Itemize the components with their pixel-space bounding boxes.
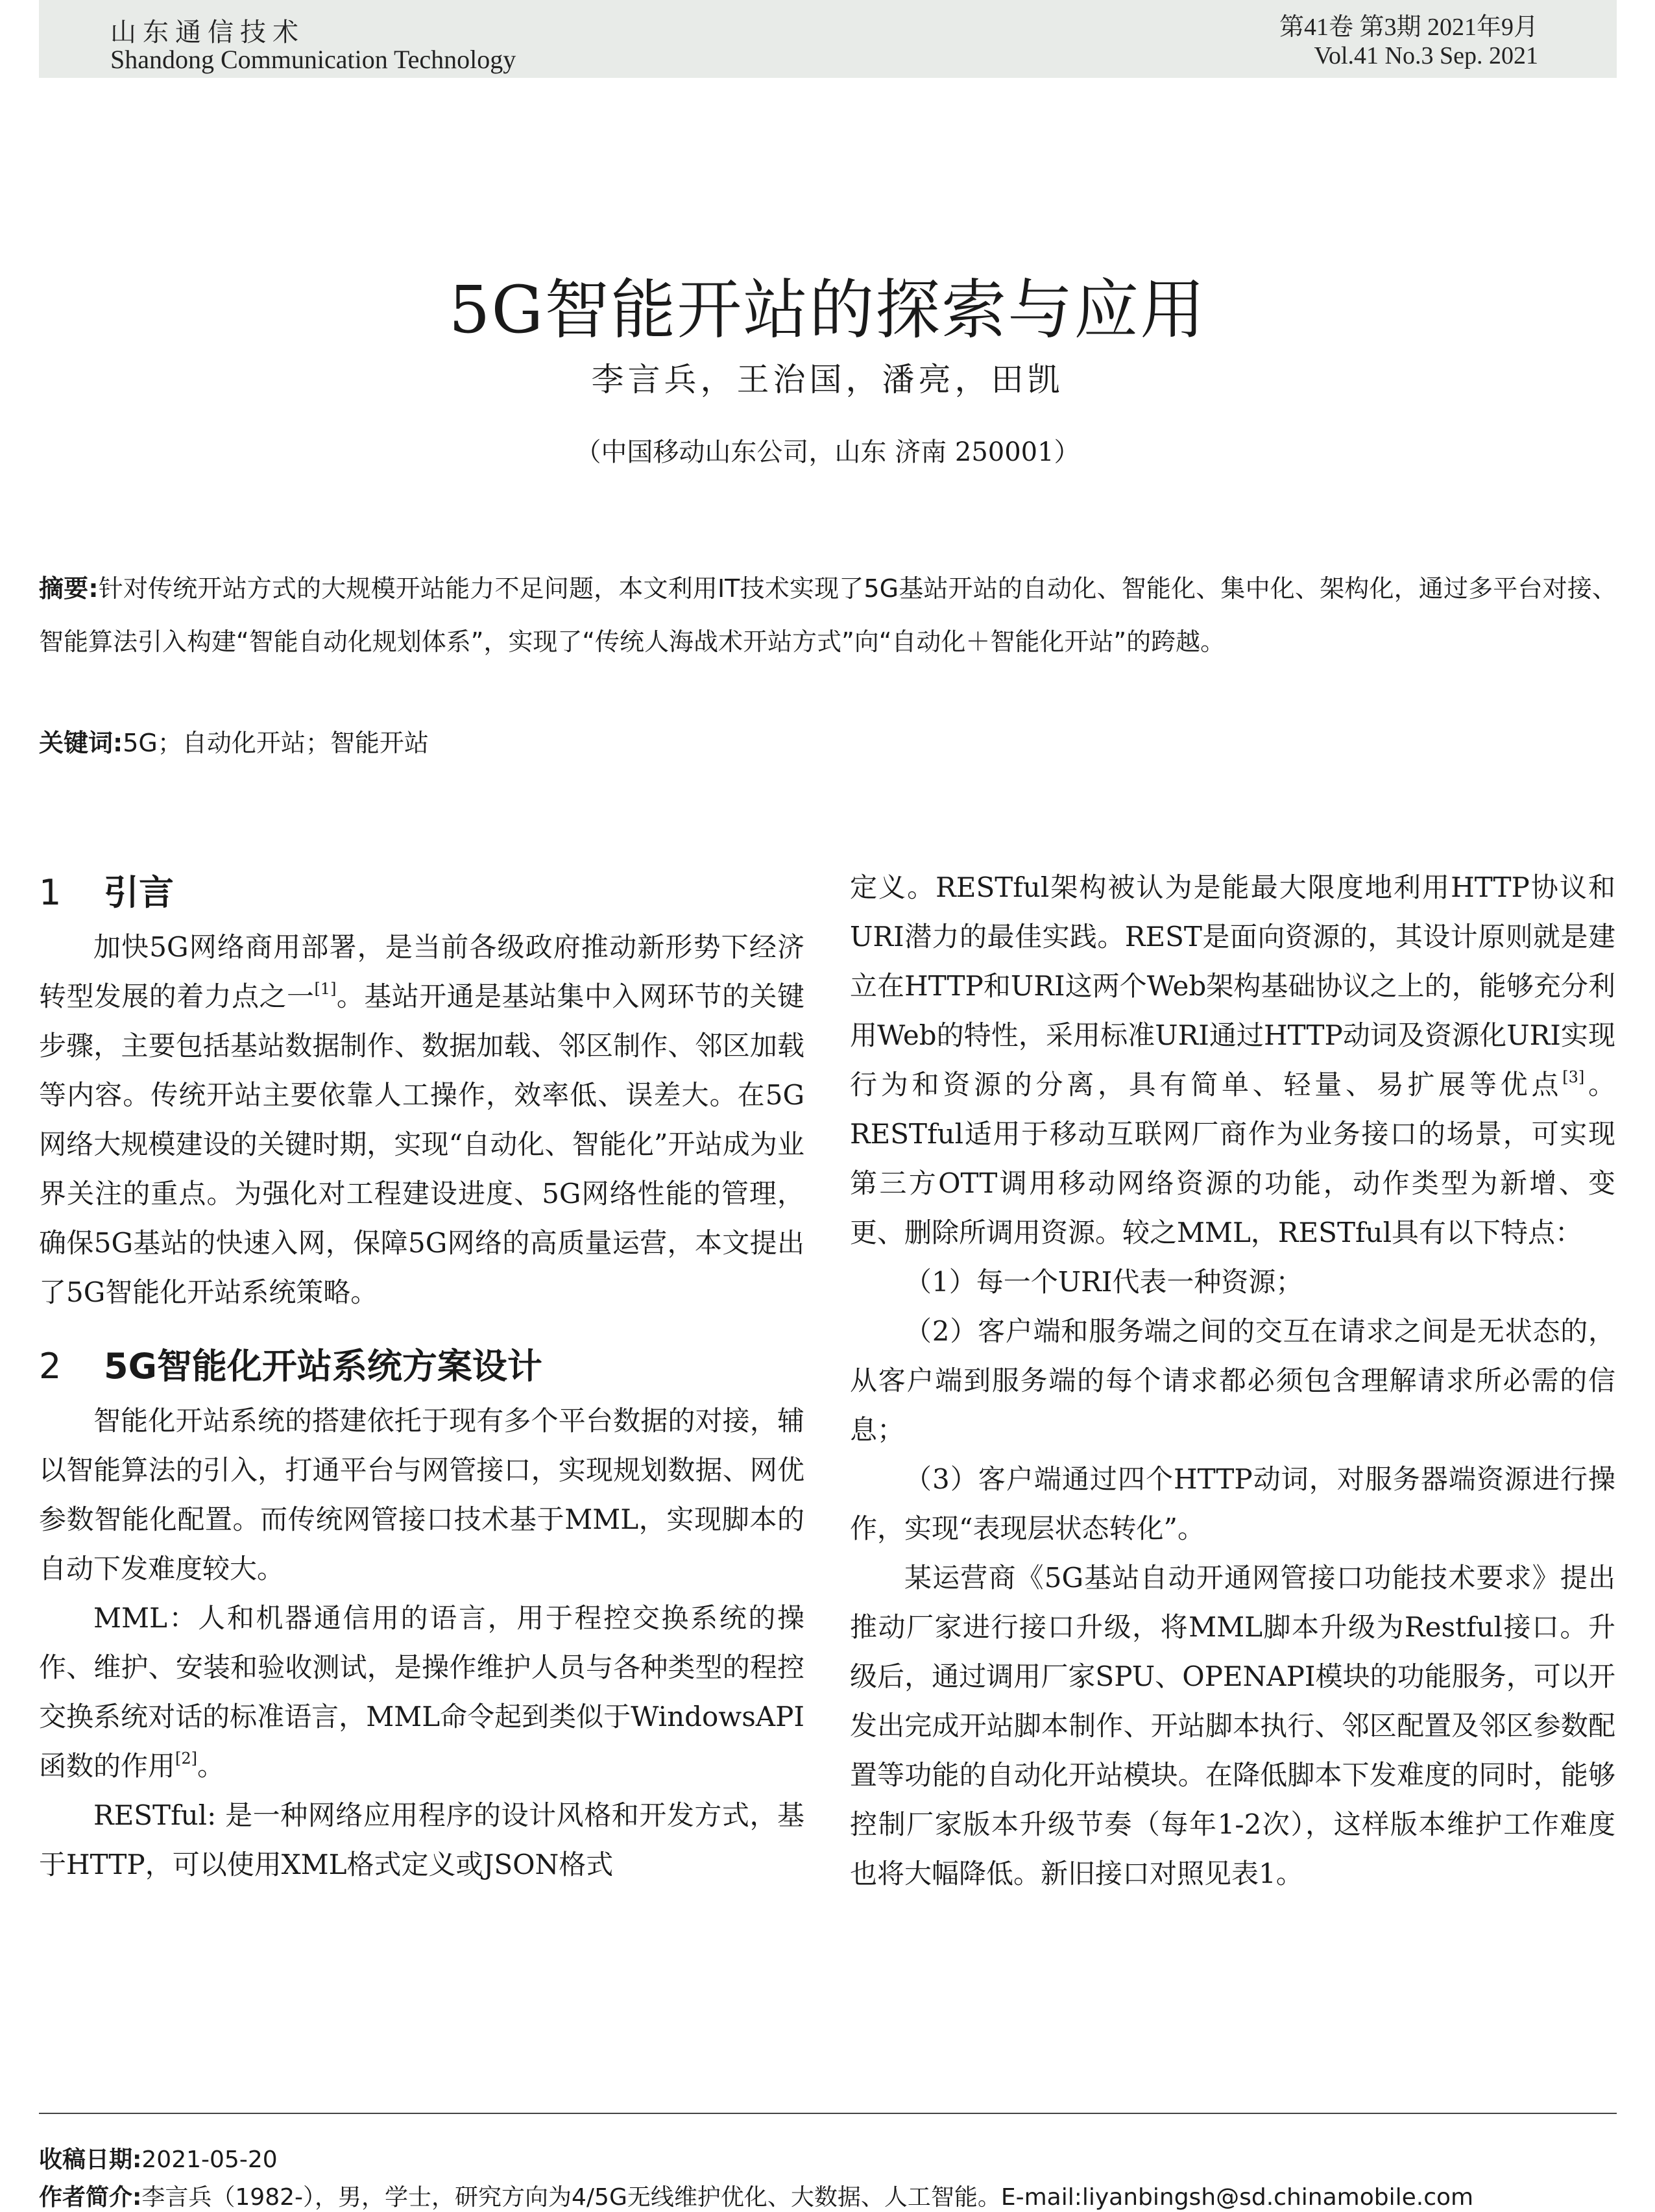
paragraph: 智能化开站系统的搭建依托于现有多个平台数据的对接，辅以智能算法的引入，打通平台与网管接口，实现规划数据、网优参数智能化配置。而传统网管接口技术基于MML，实现脚本的自动下发难度较大。 — [39, 1405, 804, 1585]
issue-info-en: Vol.41 No.3 Sep. 2021 — [1314, 42, 1538, 69]
citation-ref[interactable]: [2] — [175, 1749, 198, 1768]
footer-divider — [39, 2113, 1617, 2114]
bio-text: 李言兵（1982-），男，学士，研究方向为4/5G无线维护优化、大数据、人工智能。E-mail:liyanbingsh@sd.chinamobile.com — [141, 2184, 1474, 2211]
journal-name-en: Shandong Communication Technology — [110, 45, 516, 74]
section-number: 1 — [39, 872, 62, 913]
abstract-text: 针对传统开站方式的大规模开站能力不足问题，本文利用IT技术实现了5G基站开站的自动化、智能化、集中化、架构化，通过多平台对接、智能算法引入构建“智能自动化规划体系”，实现了“传统人海战术开站方式”向“自动化＋智能化开站”的跨越。 — [39, 574, 1617, 656]
abstract — [39, 562, 1617, 668]
list-item: （1）每一个URI代表一种资源； — [904, 1266, 1303, 1298]
bio-label: 作者简介: — [39, 2184, 142, 2211]
list-item: （2）客户端和服务端之间的交互在请求之间是无状态的，从客户端到服务端的每个请求都必须包含理解请求所必需的信息； — [850, 1315, 1615, 1446]
section-heading-introduction — [39, 863, 804, 923]
left-column — [39, 863, 804, 1890]
section-title: 5G智能化开站系统方案设计 — [104, 1346, 542, 1387]
paragraph: RESTful: 是一种网络应用程序的设计风格和开发方式，基于HTTP，可以使用XML格式定义或JSON格式 — [39, 1799, 804, 1880]
right-column — [850, 863, 1615, 1899]
keywords — [39, 720, 1617, 766]
keywords-label: 关键词: — [39, 729, 123, 757]
paper-title: 5G智能开站的探索与应用 — [448, 272, 1207, 348]
paragraph: 某运营商《5G基站自动开通网管接口功能技术要求》提出推动厂家进行接口升级，将MML脚本升级为Restful接口。升级后，通过调用厂家SPU、OPENAPI模块的功能服务，可以开发出完成开站脚本制作、开站脚本执行、邻区配置及邻区参数配置等功能的自动化开站模块。在降低脚本下发难度的同时，能够控制厂家版本升级节奏（每年1-2次），这样版本维护工作难度也将大幅降低。新旧接口对照见表1。 — [850, 1562, 1615, 1890]
paragraph-continued: 定义。RESTful架构被认为是能最大限度地利用HTTP协议和URI潜力的最佳实践。REST是面向资源的，其设计原则就是建立在HTTP和URI这两个Web架构基础协议之上的，能够充分利用Web的特性，采用标准URI通过HTTP动词及资源化URI实现行为和资源的分离，具有简单、轻量、易扩展等优点[3]。RESTful适用于移动互联网厂商作为业务接口的场景，可实现第三方OTT调用移动网络资源的功能，动作类型为新增、变更、删除所调用资源。较之MML，RESTful具有以下特点： — [850, 871, 1615, 1248]
keywords-text: 5G；自动化开站；智能开站 — [123, 729, 429, 757]
citation-ref[interactable]: [3] — [1562, 1068, 1585, 1086]
author-bio — [39, 2179, 1473, 2212]
received-value: 2021-05-20 — [141, 2146, 278, 2173]
received-label: 收稿日期: — [39, 2146, 142, 2173]
author-list: 李言兵，王治国，潘亮，田凯 — [591, 361, 1064, 398]
citation-ref[interactable]: [1] — [314, 980, 337, 998]
journal-name-cn: 山东通信技术 — [110, 18, 305, 47]
section-number: 2 — [39, 1346, 62, 1387]
paragraph: 加快5G网络商用部署，是当前各级政府推动新形势下经济转型发展的着力点之一[1]。基站开通是基站集中入网环节的关键步骤，主要包括基站数据制作、数据加载、邻区制作、邻区加载等内容。传统开站主要依靠人工操作，效率低、误差大。在5G网络大规模建设的关键时期，实现“自动化、智能化”开站成为业界关注的重点。为强化对工程建设进度、5G网络性能的管理，确保5G基站的快速入网，保障5G网络的高质量运营，本文提出了5G智能化开站系统策略。 — [39, 931, 804, 1308]
issue-info-cn: 第41卷 第3期 2021年9月 — [1279, 14, 1538, 41]
author-affiliation: （中国移动山东公司，山东 济南 250001） — [575, 437, 1080, 467]
list-item: （3）客户端通过四个HTTP动词，对服务器端资源进行操作，实现“表现层状态转化”。 — [850, 1463, 1615, 1544]
received-date — [39, 2141, 278, 2174]
paragraph: MML：人和机器通信用的语言，用于程控交换系统的操作、维护、安装和验收测试，是操作维护人员与各种类型的程控交换系统对话的标准语言，MML命令起到类似于WindowsAPI函数的作用[2]。 — [39, 1602, 804, 1782]
section-heading-design — [39, 1337, 804, 1396]
section-title: 引言 — [104, 872, 174, 913]
abstract-label: 摘要: — [39, 574, 99, 603]
